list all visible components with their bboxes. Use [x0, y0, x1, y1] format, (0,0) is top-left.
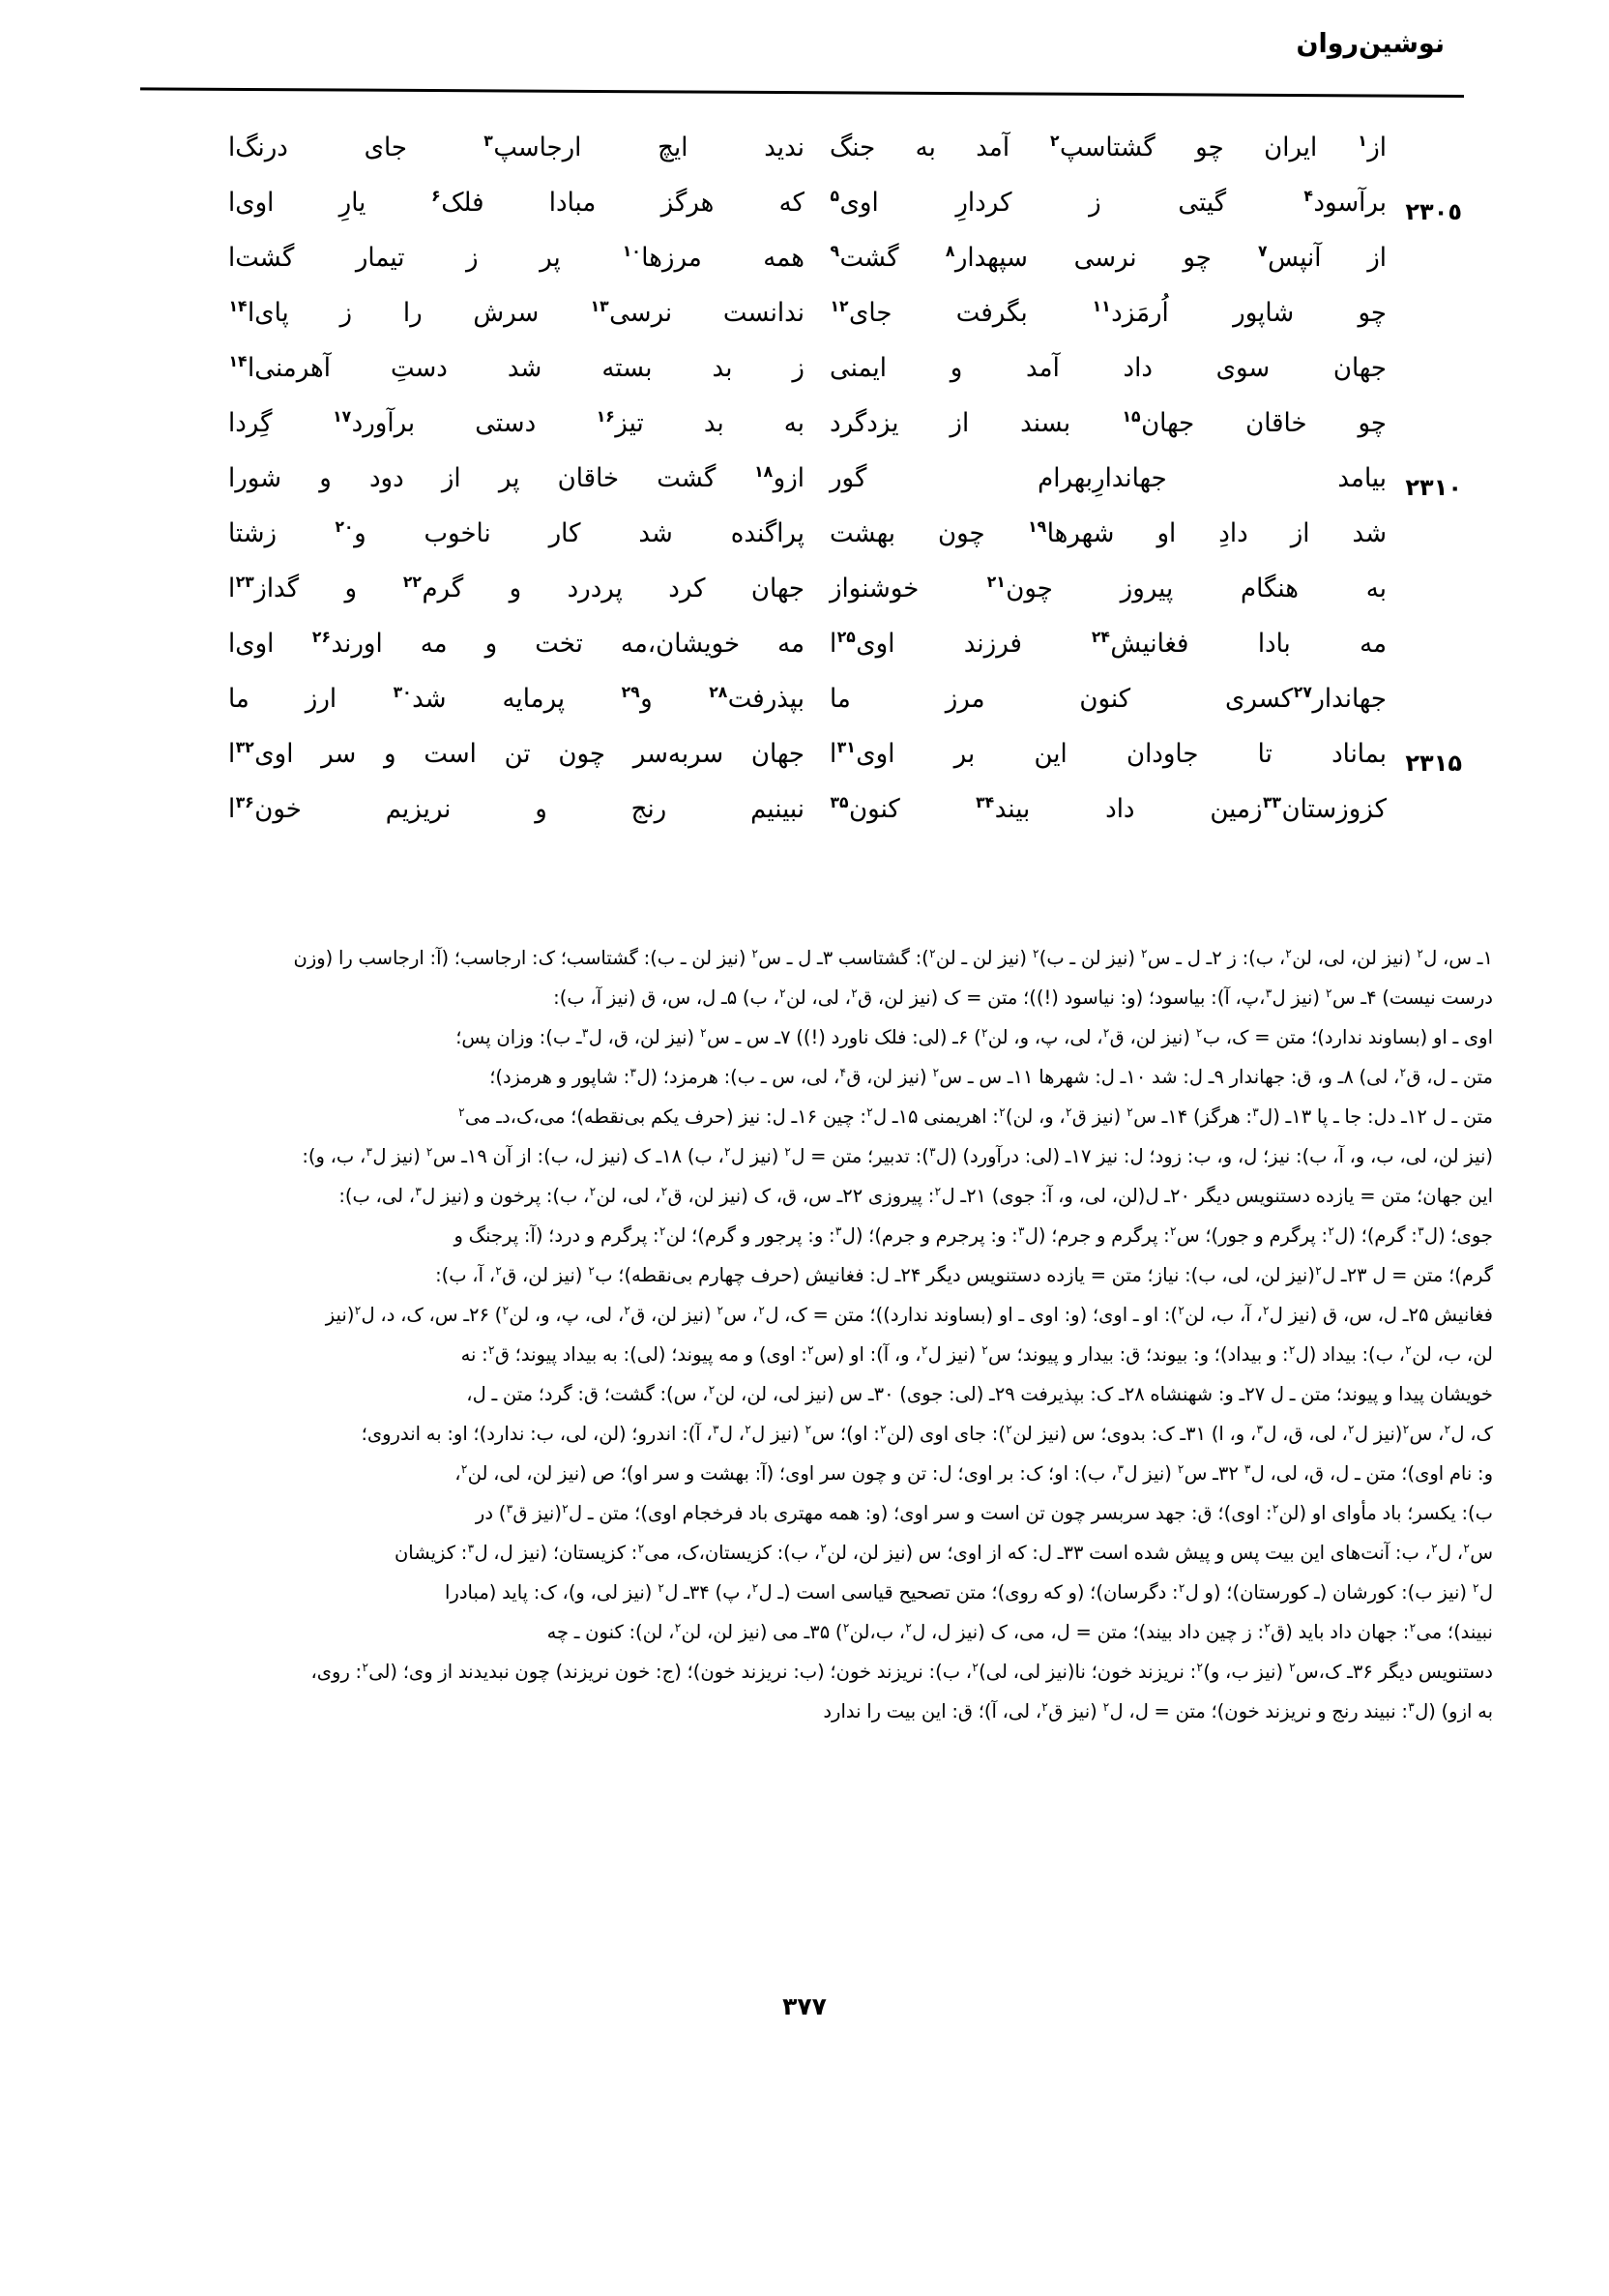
hemistich-first: کزوزستان$^{٣٣}$زمین داد بیند$^{٣۴}$ کنون$^{٣۵}$ — [830, 793, 1388, 825]
verse-couplet — [222, 407, 1387, 466]
hemistich-second: که هرگز مبادا فلک$^۶$ یارِ اوی‌ا — [228, 187, 804, 219]
hemistich-first: جهان سوی داد آمد و ایمنی — [830, 353, 1387, 384]
verse-couplet — [222, 187, 1462, 246]
apparatus-line: درست نیست) ۴ـ س$^٢$ (نیز ل$^٣$،پ، آ): بیاسود؛ (و: نیاسود (!))؛ متن = ک (نیز لن، ق$^٢$، لی، لن$^٢$، ب) ۵ـ ل، س، ق (نیز آ، ب): — [553, 986, 1493, 1009]
critical-apparatus — [116, 938, 1493, 1731]
verse-couplet — [222, 738, 1462, 797]
apparatus-line: و: نام اوی)؛ متن ـ ل، ق، لی، ل$^٣$ ٣٢ـ س$^٢$ (نیز ل$^٣$، ب): او؛ ک: بر اوی؛ ل: تن و چون سر اوی؛ (آ: بهشت و سر او)؛ ص (نیز لن، لی، لن$^٢$، — [454, 1461, 1493, 1485]
hemistich-second: ز بد بسته شد دستِ آهرمنی‌ا$^{١۴}$ — [228, 352, 804, 384]
hemistich-first: از$^١$ ایران چو گشتاسپ$^٢$ آمد به جنگ — [830, 132, 1387, 163]
hemistich-first: چو خاقان جهان$^{١۵}$ بسند از یزدگرد — [830, 407, 1387, 439]
hemistich-first: به هنگام پیروز چون$^{٢١}$ خوشنواز — [830, 573, 1387, 604]
hemistich-second: جهان سربه‌سر چون تن است و سر اوی$^{٣٢}$ا — [228, 738, 804, 770]
apparatus-line: متن ـ ل ١٢ـ دل: جا ـ پا ١٣ـ (ل$^٣$: هرگز) ١۴ـ س$^٢$ (نیز ق$^٢$، و، لن)$^٢$: اهریمنی ١۵ـ ل$^٢$: چین ١۶ـ ل: نیز (حرف یکم بی‌نقطه)؛ می،ک،دـ می$^٢$ — [458, 1104, 1493, 1128]
apparatus-line: نبیند)؛ می$^٢$: جهان داد باید (ق$^٢$: ز چین داد بیند)؛ متن = ل، می، ک (نیز ل، ل$^٢$، ب،لن$^٢$) ٣۵ـ می (نیز لن، لن$^٢$، لن): کنون ـ چه — [546, 1620, 1493, 1643]
hemistich-second: ندانست نرسی$^{١٣}$ سرش را ز پای‌ا$^{١۴}$ — [228, 297, 805, 329]
verse-couplet — [222, 352, 1387, 411]
apparatus-line: جوی؛ (ل$^٣$: گرم)؛ (ل$^٢$: پرگرم و جور)؛ س$^٢$: پرگرم و جرم؛ (ل$^٣$: و: پرجرم و جرم)؛ (ل$^٣$: و: پرجور و گرم)؛ لن$^٢$: پرگرم و درد؛ (آ: پرجنگ و — [453, 1223, 1493, 1247]
hemistich-second: نبینیم رنج و نریزیم خون$^{٣۶}$ا — [228, 793, 804, 825]
verse-couplet — [222, 683, 1387, 742]
running-head-title: نوشین‌روان — [1296, 28, 1445, 60]
apparatus-line: س$^٢$، ل$^٢$، ب: آنت‌های این بیت پس و پیش شده است ٣٣ـ ل: که از اوی؛ س (نیز لن، لن$^٢$، ب): کزیستان،ک، می$^٢$: کزیستان؛ (نیز ل، ل$^٣$: کزیشان — [394, 1541, 1493, 1564]
hemistich-first: از آنپس$^٧$ چو نرسی سپهدار$^٨$ گشت$^٩$ — [830, 242, 1387, 274]
hemistich-second: همه مرزها$^{١٠}$ پر ز تیمار گشت‌ا — [228, 242, 804, 274]
verse-number: ٢٣١٠ — [1405, 474, 1462, 501]
hemistich-second: به بد تیز$^{١۶}$ دستی برآورد$^{١٧}$ گِردا — [228, 407, 804, 439]
verse-couplet — [222, 628, 1387, 687]
hemistich-second: ازو$^{١٨}$ گشت خاقان پر از دود و شورا — [228, 462, 804, 494]
running-head — [145, 29, 1464, 106]
apparatus-line: فغانیش ٢۵ـ ل، س، ق (نیز ل$^٢$، آ، ب، لن$^٢$): او ـ اوی؛ (و: اوی ـ او (بساوند ندارد))؛ متن = ک، ل$^٢$، س$^٢$ (نیز لن، ق$^٢$، لی، پ، و، لن$^٢$) ٢۶ـ س، ک، د، ل$^٢$(نیز — [325, 1303, 1493, 1326]
apparatus-line: لن، ب، لن$^٢$، ب): بیداد (ل$^٢$: و بیداد)؛ و: بیوند؛ ق: بیدار و پیوند؛ س$^٢$ (نیز ل$^٢$، و، آ): او (س$^٢$: اوی) و مه پیوند؛ (لی): به بیداد پیوند؛ ق$^٢$: نه — [460, 1342, 1493, 1366]
hemistich-second: مه خویشان،مه تخت و مه اورند$^{٢۶}$ اوی‌ا — [228, 628, 805, 660]
apparatus-line: ل$^٢$ (نیز ب): کورشان (ـ کورستان)؛ (و ل$^٢$: دگرسان)؛ (و که روی)؛ متن تصحیح قیاسی است (ـ ل$^٢$، پ) ٣۴ـ ل$^٢$ (نیز لی، و)، ک: پاید (مبادرا — [444, 1580, 1493, 1604]
hemistich-first: بیامد جهاندارِبهرام گور — [830, 463, 1387, 494]
hemistich-second: پراگنده شد کار ناخوب و$^{٢٠}$ زشتا — [228, 517, 805, 549]
verse-couplet — [222, 573, 1387, 632]
hemistich-first: شد از دادِ او شهرها$^{١٩}$ چون بهشت — [830, 517, 1387, 549]
hemistich-second: ندید ایچ ارجاسپ$^٣$ جای درنگ‌ا — [228, 132, 804, 163]
verse-number: ٢٣٠٥ — [1405, 198, 1462, 225]
hemistich-second: جهان کرد پردرد و گرم$^{٢٢}$ و گداز$^{٢٣}$ا — [228, 573, 805, 604]
verse-couplet — [222, 132, 1387, 191]
hemistich-first: بماناد تا جاودان این بر اوی$^{٣١}$ا — [830, 738, 1387, 770]
folio-number: ٣٧٧ — [782, 1992, 827, 2020]
header-divider-rule — [140, 87, 1464, 98]
apparatus-line: ب): یکسر؛ باد مأوای او (لن$^٢$: اوی)؛ ق: جهد سربسر چون تن است و سر اوی؛ (و: همه مهتری باد فرخجام اوی)؛ متن ـ ل$^٢$(نیز ق$^٣$) در — [475, 1501, 1493, 1524]
apparatus-line: متن ـ ل، ق$^٢$، لی) ٨ـ و، ق: جهاندار ٩ـ ل: شد ١٠ـ ل: شهرها ١١ـ س ـ س$^٢$ (نیز لن، ق$^۴$، لی، س ـ ب): هرمزد؛ (ل$^٣$: شاپور و هرمزد)؛ — [489, 1065, 1493, 1088]
apparatus-line: گرم)؛ متن = ل ٢٣ـ ل$^٢$(نیز لن، لی، ب): نیاز؛ متن = یازده دستنویس دیگر ٢۴ـ ل: فغانیش (حرف چهارم بی‌نقطه)؛ ب$^٢$ (نیز لن، ق$^٢$، آ، ب): — [435, 1263, 1493, 1286]
hemistich-first: جهاندار$^{٢٧}$کسری کنون مرز ما — [830, 683, 1387, 715]
hemistich-first: چو شاپور اُرمَزد$^{١١}$ بگرفت جای$^{١٢}$ — [830, 297, 1387, 329]
verse-number: ٢٣١۵ — [1405, 750, 1462, 777]
apparatus-line: خویشان پیدا و پیوند؛ متن ـ ل ٢٧ـ و: شهنشاه ٢٨ـ ک: بپذیرفت ٢٩ـ (لی: جوی) ٣٠ـ س (نیز لی، لن، لن$^٢$، س): گشت؛ ق: گرد؛ متن ـ ل، — [466, 1382, 1493, 1405]
verse-couplet — [222, 242, 1387, 301]
verse-couplet — [222, 517, 1387, 576]
hemistich-first: مه بادا فغانیش$^{٢۴}$ فرزند اوی$^{٢۵}$ا — [830, 628, 1387, 660]
apparatus-line: (نیز لن، لی، ب، و، آ، ب): نیز؛ ل، و، ب: زود؛ ل: نیز ١٧ـ (لی: درآورد) (ل$^٣$): تدبیر؛ متن = ل$^٢$ (نیز ل$^٢$، ب) ١٨ـ ک (نیز ل، ب): از آن ١٩ـ س$^٢$ (نیز ل$^٣$، ب، و): — [302, 1144, 1493, 1167]
verse-couplet — [222, 793, 1388, 852]
apparatus-line: دستنویس دیگر ٣۶ـ ک،س$^٢$ (نیز ب، و)$^٢$: نریزند خون؛ نا(نیز لی، لی)$^٢$، ب): نریزند خون؛ (ب: نریزند خون)؛ (ج: خون نریزند) چون نبدیدند از وی؛ (لی$^٢$: روی، — [310, 1660, 1493, 1683]
verse-couplet — [222, 462, 1462, 521]
verse-couplet — [222, 297, 1387, 356]
apparatus-line: ک، ل$^٢$، س$^٢$(نیز ل$^٢$، لی، ق، ل$^٣$، و، ا) ٣١ـ ک: بدوی؛ س (نیز لن$^٢$): جای اوی (لن$^٢$: او)؛ س$^٢$ (نیز ل$^٢$، ل$^٣$، آ): اندرو؛ (لن، لی، ب: ندارد)؛ او: به اندروی؛ — [361, 1422, 1493, 1445]
apparatus-line: ١ـ س، ل$^٢$ (نیز لن، لی، لن$^٢$، ب): ز ٢ـ ل ـ س$^٢$ (نیز لن ـ ب)$^٢$ (نیز لن ـ لن$^٢$): گشتاسب ٣ـ ل ـ س$^٢$ (نیز لن ـ ب): گشتاسب؛ ک: ارجاسب؛ (آ: ارجاسب را (وزن — [293, 946, 1493, 969]
apparatus-line: اوی ـ او (بساوند ندارد)؛ متن = ک، ب$^٢$ (نیز لن، ق$^٢$، لی، پ، و، لن$^٢$) ۶ـ (لی: فلک ناورد (!)) ٧ـ س ـ س$^٢$ (نیز لن، ق، ل$^٣$ـ ب): وزان پس؛ — [455, 1025, 1493, 1048]
apparatus-line: این جهان؛ متن = یازده دستنویس دیگر ٢٠ـ ل(لن، لی، و، آ: جوی) ٢١ـ ل$^٢$: پیروزی ٢٢ـ س، ق، ک (نیز لن، ق$^٢$، لی، لن$^٢$، ب): پرخون و (نیز ل$^٣$، لی، ب): — [338, 1184, 1493, 1207]
hemistich-second: بپذرفت$^{٢٨}$ و$^{٢٩}$ پرمایه شد$^{٣٠}$ ارز ما — [228, 683, 804, 715]
hemistich-first: برآسود$^۴$ گیتی ز کردارِ اوی$^۵$ — [830, 187, 1387, 219]
apparatus-line: به ازو) (ل$^٣$: نبیند رنج و نریزند خون)؛ متن = ل، ل$^٢$ (نیز ق$^٢$، لی، آ)؛ ق: این بیت را ندارد — [823, 1699, 1493, 1722]
verse-block — [222, 132, 1462, 852]
